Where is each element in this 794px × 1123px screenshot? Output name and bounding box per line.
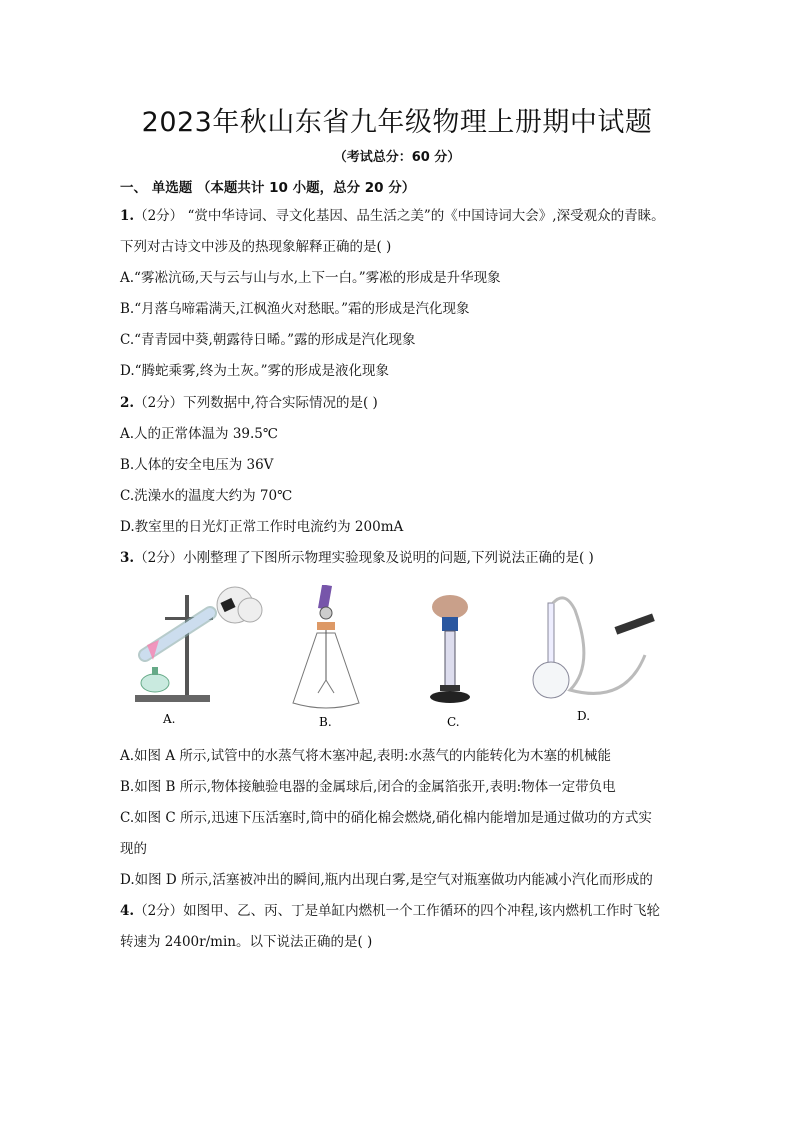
question-1-stem <box>120 206 665 226</box>
figure-b-electroscope-illustration <box>293 585 359 708</box>
figure-a-test-tube-illustration <box>135 587 262 702</box>
question-3-option-d: D.如图 D 所示,活塞被冲出的瞬间,瓶内出现白雾,是空气对瓶塞做功内能减小汽化而形成的 <box>120 872 653 888</box>
question-3-option-a: A.如图 A 所示,试管中的水蒸气将木塞冲起,表明:水蒸气的内能转化为木塞的机械能 <box>120 748 612 764</box>
question-2-option-a: A.人的正常体温为 39.5℃ <box>120 426 278 442</box>
question-4-stem <box>120 901 660 921</box>
question-2-option-b: B.人体的安全电压为 36V <box>120 457 274 473</box>
question-number: 1. <box>120 208 135 224</box>
question-2-option-c: C.洗澡水的温度大约为 70℃ <box>120 488 293 504</box>
question-1-option-b: B.“月落乌啼霜满天,江枫渔火对愁眠。”霜的形成是汽化现象 <box>120 301 470 317</box>
question-4-stem-cont: 转速为 2400r/min。以下说法正确的是( ) <box>120 934 373 950</box>
question-3-stem <box>120 548 594 568</box>
question-3-option-c-cont: 现的 <box>120 841 147 857</box>
question-number: 4. <box>120 903 135 919</box>
question-text: （2分） “赏中华诗词、寻文化基因、品生活之美”的《中国诗词大会》,深受观众的青睐。 <box>134 208 665 224</box>
question-text: （2分）小刚整理了下图所示物理实验现象及说明的问题,下列说法正确的是( ) <box>134 550 594 566</box>
question-1-option-d: D.“腾蛇乘雾,终为土灰。”雾的形成是液化现象 <box>120 363 389 379</box>
figure-d-flask-pump-illustration <box>533 598 655 698</box>
figure-a-label: A. <box>163 712 176 726</box>
figure-d-label: D. <box>577 709 591 723</box>
experiment-figure <box>125 585 670 730</box>
exam-total-score: （考试总分：60 分） <box>333 150 461 165</box>
figure-c-label: C. <box>447 715 460 729</box>
question-1-option-c: C.“青青园中葵,朝露待日晞。”露的形成是汽化现象 <box>120 332 416 348</box>
question-2-option-d: D.教室里的日光灯正常工作时电流约为 200mA <box>120 519 404 535</box>
question-text: （2分）如图甲、乙、丙、丁是单缸内燃机一个工作循环的四个冲程,该内燃机工作时飞轮 <box>134 903 660 919</box>
section-heading: 一、 单选题 （本题共计 10 小题，总分 20 分） <box>120 180 416 196</box>
question-text: （2分）下列数据中,符合实际情况的是( ) <box>134 395 378 411</box>
question-3-option-c: C.如图 C 所示,迅速下压活塞时,筒中的硝化棉会燃烧,硝化棉内能增加是通过做功的方式实 <box>120 810 652 826</box>
question-1-option-a: A.“雾凇沆砀,天与云与山与水,上下一白。”雾凇的形成是升华现象 <box>120 270 501 286</box>
question-number: 3. <box>120 550 135 566</box>
figure-b-label: B. <box>319 715 332 729</box>
figure-c-piston-illustration <box>430 595 470 703</box>
question-3-option-b: B.如图 B 所示,物体接触验电器的金属球后,闭合的金属箔张开,表明:物体一定带负电 <box>120 779 616 795</box>
question-1-stem-cont: 下列对古诗文中涉及的热现象解释正确的是( ) <box>120 239 392 255</box>
question-2-stem <box>120 393 378 413</box>
page-title: 2023年秋山东省九年级物理上册期中试题 <box>141 107 653 138</box>
question-number: 2. <box>120 395 135 411</box>
